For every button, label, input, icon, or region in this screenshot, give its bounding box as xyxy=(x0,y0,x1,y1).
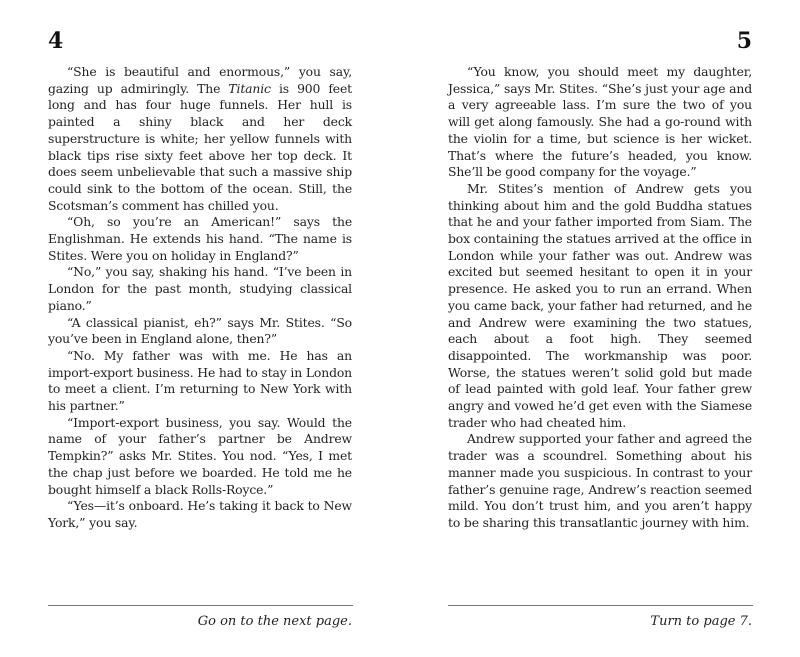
page-body xyxy=(48,64,352,532)
page-number: 5 xyxy=(736,28,752,54)
page-number: 4 xyxy=(48,28,64,54)
paragraph: “Yes—it’s onboard. He’s taking it back to New York,” you say. xyxy=(48,498,352,530)
page-footer-instruction: Turn to page 7. xyxy=(650,614,752,629)
paragraph: “No,” you say, shaking his hand. “I’ve been in London for the past month, studying classical piano.” xyxy=(48,264,352,313)
ship-name: Titanic xyxy=(228,80,271,96)
paragraph: “A classical pianist, eh?” says Mr. Stites. “So you’ve been in England alone, then?” xyxy=(48,314,352,347)
footer-divider xyxy=(448,605,753,606)
right-page xyxy=(400,0,800,657)
paragraph: “No. My father was with me. He has an import-export business. He had to stay in London to meet a client. I’m returning to New York with his partner.” xyxy=(48,347,352,414)
paragraph: “Import-export business, you say. Would the name of your father’s partner be Andrew Tempkin?” asks Mr. Stites. You nod. “Yes, I met the chap just before we boarded. He told me he bought himself a black Rolls-Royce.” xyxy=(48,414,352,497)
paragraph-text: is 900 feet long and has four huge funnels. Her hull is painted a shiny black and her deck superstructure is white; her yellow funnels with black tips rise sixty feet above her top deck. It does seem unbelievable that such a massive ship could sink to the bottom of the ocean. Still, the Scotsman’s comment has chilled you. xyxy=(48,80,352,213)
page-footer-instruction: Go on to the next page. xyxy=(197,614,352,629)
paragraph: “You know, you should meet my daughter, Jessica,” says Mr. Stites. “She’s just your age and a very agreeable lass. I’m sure the two of you will get along famously. She had a go-round with the violin for a time, but science is her wicket. That’s where the future’s headed, you know. She’ll be good company for the voyage.” xyxy=(448,64,752,180)
paragraph xyxy=(48,64,352,214)
paragraph: “Oh, so you’re an American!” says the Englishman. He extends his hand. “The name is Stites. Were you on holiday in England?” xyxy=(48,214,352,263)
page-body xyxy=(448,64,752,532)
paragraph: Andrew supported your father and agreed the trader was a scoundrel. Something about his manner made you suspicious. In contrast to your father’s genuine rage, Andrew’s reaction seemed mild. You don’t trust him, and you aren’t happy to be sharing this transatlantic journey with him. xyxy=(448,431,752,530)
paragraph: Mr. Stites’s mention of Andrew gets you thinking about him and the gold Buddha statues that he and your father imported from Siam. The box containing the statues arrived at the office in London while your father was out. Andrew was excited but seemed hesitant to open it in your presence. He asked you to run an errand. When you came back, your father had returned, and he and Andrew were examining the two statues, each about a foot high. They seemed disappointed. The workmanship was poor. Worse, the statues weren’t solid gold but made of lead painted with gold leaf. Your father grew angry and vowed he’d get even with the Siamese trader who had cheated him. xyxy=(448,180,752,430)
footer-divider xyxy=(48,605,353,606)
paragraph-text: “She is beautiful and enormous,” you say, gazing up admiringly. The xyxy=(48,64,352,96)
